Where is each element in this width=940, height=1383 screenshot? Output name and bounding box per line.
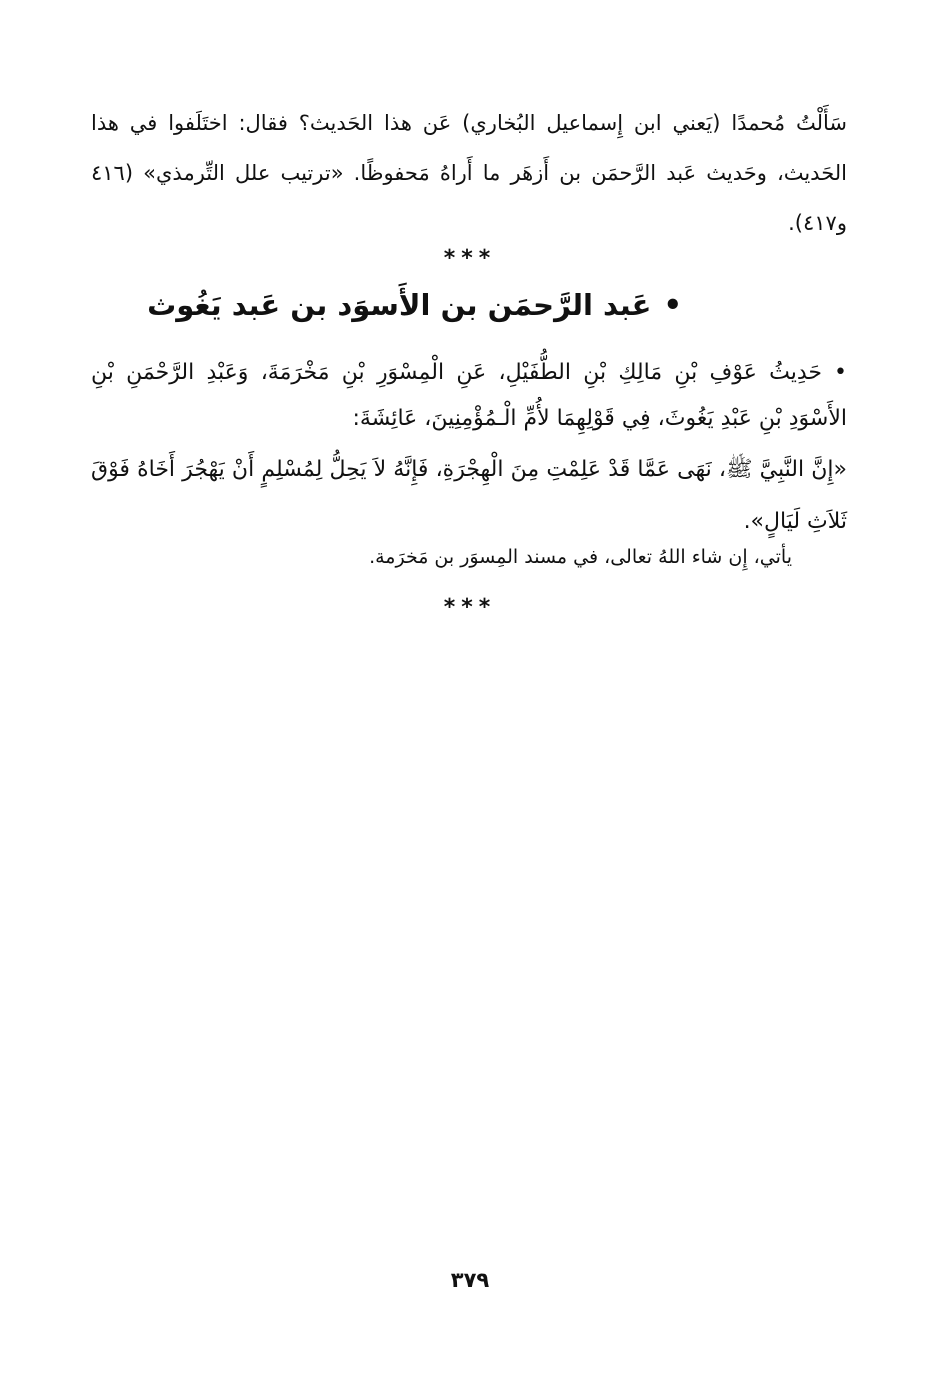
section-heading — [147, 288, 682, 322]
hadith-intro — [91, 350, 847, 442]
intro-paragraph: سَأَلْتُ مُحمدًا (يَعني ابن إِسماعيل البُخاري) عَن هذا الحَديث؟ فقال: اختَلَفوا في هذا الحَديث، وحَديث عَبد الرَّحمَن بن أَزهَر ما أَراهُ مَحفوظًا. «ترتيب علل التِّرمذي» (٤١٦ و٤١٧). — [91, 111, 847, 235]
bullet-icon: • — [663, 288, 682, 322]
section-heading-text: عَبد الرَّحمَن بن الأَسوَد بن عَبد يَغُوث — [147, 288, 652, 322]
section-separator: *** — [443, 595, 497, 620]
page-number: ٣٧٩ — [450, 1268, 490, 1292]
hadith-intro-text: حَدِيثُ عَوْفِ بْنِ مَالِكِ بْنِ الطُّفَيْلِ، عَنِ الْمِسْوَرِ بْنِ مَخْرَمَةَ، وَعَبْدِ الرَّحْمَنِ بْنِ الأَسْوَدِ بْنِ عَبْدِ يَغُوثَ، فِي قَوْلِهِمَا لأُمِّ الْـمُؤْمِنِينَ، عَائِشَةَ: — [91, 360, 847, 431]
section-separator: *** — [443, 246, 497, 271]
cross-reference: يأتي، إِن شاء اللهُ تعالى، في مسند المِسوَر بن مَخرَمة. — [369, 546, 792, 568]
bullet-icon: • — [834, 360, 847, 385]
hadith-quote: «إِنَّ النَّبِيَّ ﷺ، نَهَى عَمَّا قَدْ عَلِمْتِ مِنَ الْهِجْرَةِ، فَإِنَّهُ لاَ يَحِلُّ لِمُسْلِمٍ أَنْ يَهْجُرَ أَخَاهُ فَوْقَ ثَلاَثِ لَيَالٍ». — [91, 457, 847, 534]
